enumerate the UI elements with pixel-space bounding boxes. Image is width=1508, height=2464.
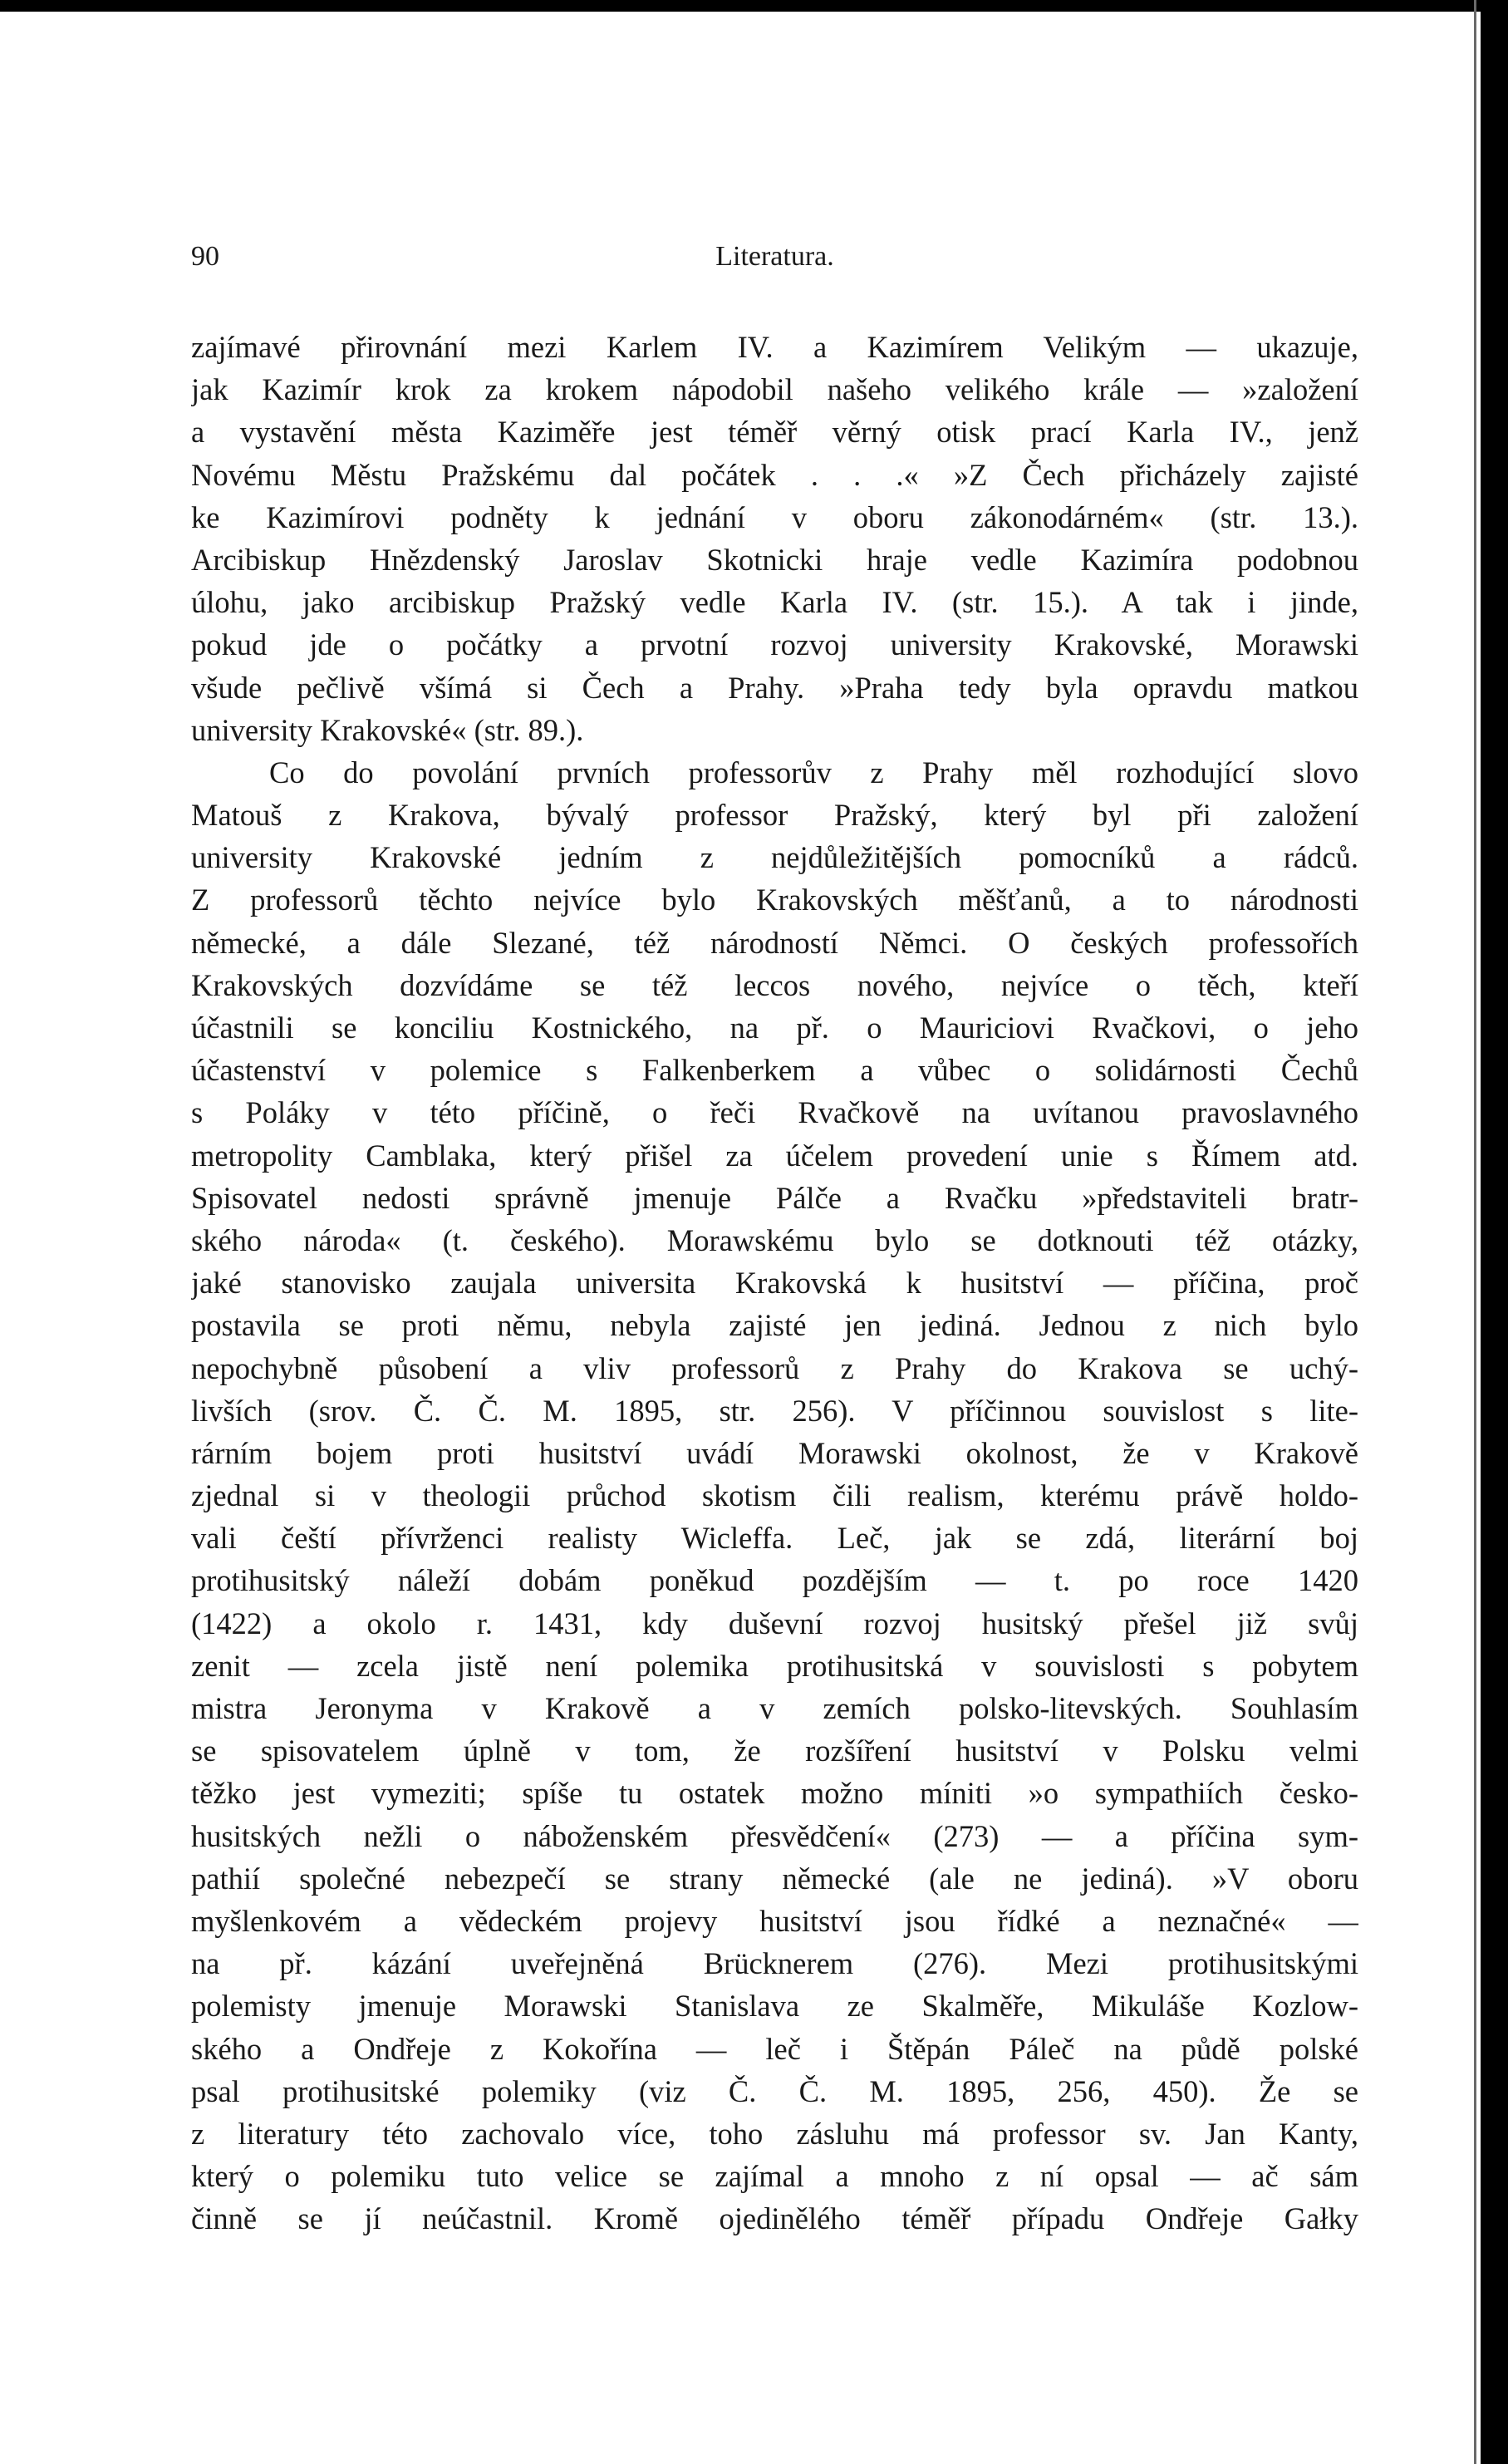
text-line: všude pečlivě všímá si Čech a Prahy. »Praha tedy byla opravdu matkou bbox=[191, 670, 1358, 705]
text-line: účastnili se konciliu Kostnického, na př. o Mauriciovi Rvačkovi, o jeho bbox=[191, 1011, 1358, 1045]
text-line: pathií společné nebezpečí se strany německé (ale ne jediná). »V oboru bbox=[191, 1861, 1358, 1896]
text-line: psal protihusitské polemiky (viz Č. Č. M. 1895, 256, 450). Že se bbox=[191, 2073, 1358, 2108]
text-line: Arcibiskup Hnězdenský Jaroslav Skotnicki hraje vedle Kazimíra podobnou bbox=[191, 542, 1358, 577]
scan-border-right bbox=[1481, 0, 1508, 2464]
text-line: Novému Městu Pražskému dal počátek . . .« »Z Čech přicházely zajisté bbox=[191, 457, 1358, 492]
text-line: postavila se proti němu, nebyla zajisté jen jediná. Jednou z nich bylo bbox=[191, 1308, 1358, 1343]
book-page bbox=[191, 241, 1358, 2240]
text-line: myšlenkovém a vědeckém projevy husitství jsou řídké a neznačné« — bbox=[191, 1903, 1358, 1938]
text-line: husitských nežli o náboženském přesvědčení« (273) — a příčina sym- bbox=[191, 1818, 1358, 1853]
text-line: livších (srov. Č. Č. M. 1895, str. 256). V příčinnou souvislost s lite- bbox=[191, 1393, 1358, 1428]
text-line: Co do povolání prvních professorův z Prahy měl rozhodující slovo bbox=[269, 755, 1358, 789]
text-line: ského a Ondřeje z Kokořína — leč i Štěpán Páleč na půdě polské bbox=[191, 2031, 1358, 2066]
text-line: protihusitský náleží dobám poněkud pozdějším — t. po roce 1420 bbox=[191, 1563, 1358, 1598]
text-line: (1422) a okolo r. 1431, kdy duševní rozvoj husitský přešel již svůj bbox=[191, 1606, 1358, 1640]
text-line: se spisovatelem úplně v tom, že rozšíření husitství v Polsku velmi bbox=[191, 1734, 1358, 1768]
text-line: jak Kazimír krok za krokem nápodobil našeho velikého krále — »založení bbox=[191, 372, 1358, 407]
text-line: university Krakovské jedním z nejdůležitějších pomocníků a rádců. bbox=[191, 840, 1358, 875]
text-line: university Krakovské« (str. 89.). bbox=[191, 712, 584, 747]
text-line: mistra Jeronyma v Krakově a v zemích polsko-litevských. Souhlasím bbox=[191, 1691, 1358, 1725]
scan-page-edge-line bbox=[1474, 0, 1476, 2464]
scan-border-top bbox=[0, 0, 1508, 12]
text-line: nepochybně působení a vliv professorů z Prahy do Krakova se uchý- bbox=[191, 1350, 1358, 1385]
text-line: jaké stanovisko zaujala universita Krakovská k husitství — příčina, proč bbox=[191, 1266, 1358, 1301]
text-line: zjednal si v theologii průchod skotism čili realism, kterému právě holdo- bbox=[191, 1478, 1358, 1513]
text-line: zenit — zcela jistě není polemika protihusitská v souvislosti s pobytem bbox=[191, 1648, 1358, 1683]
text-line: úlohu, jako arcibiskup Pražský vedle Karla IV. (str. 15.). A tak i jinde, bbox=[191, 585, 1358, 620]
text-line: zajímavé přirovnání mezi Karlem IV. a Kazimírem Velikým — ukazuje, bbox=[191, 330, 1358, 364]
text-line: pokud jde o počátky a prvotní rozvoj university Krakovské, Morawski bbox=[191, 627, 1358, 662]
text-line: těžko jest vymeziti; spíše tu ostatek možno míniti »o sympathiích česko- bbox=[191, 1776, 1358, 1811]
text-line: s Poláky v této příčině, o řeči Rvačkově na uvítanou pravoslavného bbox=[191, 1095, 1358, 1130]
text-line: Matouš z Krakova, bývalý professor Pražský, který byl při založení bbox=[191, 798, 1358, 833]
running-title: Literatura. bbox=[715, 241, 834, 272]
body-text bbox=[191, 326, 1358, 2240]
text-line: činně se jí neúčastnil. Kromě ojedinělého téměř případu Ondřeje Gałky bbox=[191, 2201, 1358, 2236]
text-line: který o polemiku tuto velice se zajímal a mnoho z ní opsal — ač sám bbox=[191, 2159, 1358, 2194]
text-line: účastenství v polemice s Falkenberkem a vůbec o solidárnosti Čechů bbox=[191, 1053, 1358, 1088]
page-number: 90 bbox=[191, 241, 219, 272]
text-line: vali čeští přívrženci realisty Wicleffa. Leč, jak se zdá, literární boj bbox=[191, 1521, 1358, 1556]
text-line: rárním bojem proti husitství uvádí Morawski okolnost, že v Krakově bbox=[191, 1435, 1358, 1470]
text-line: Z professorů těchto nejvíce bylo Krakovských měšťanů, a to národnosti bbox=[191, 883, 1358, 917]
text-line: Krakovských dozvídáme se též leccos nového, nejvíce o těch, kteří bbox=[191, 967, 1358, 1002]
text-line: na př. kázání uveřejněná Brücknerem (276). Mezi protihusitskými bbox=[191, 1946, 1358, 1981]
running-head bbox=[191, 241, 1358, 283]
text-line: ke Kazimírovi podněty k jednání v oboru zákonodárném« (str. 13.). bbox=[191, 499, 1358, 534]
text-line: z literatury této zachovalo více, toho zásluhu má professor sv. Jan Kanty, bbox=[191, 2116, 1358, 2151]
text-line: metropolity Camblaka, který přišel za účelem provedení unie s Římem atd. bbox=[191, 1138, 1358, 1173]
text-line: a vystavění města Kaziměře jest téměř věrný otisk prací Karla IV., jenž bbox=[191, 415, 1358, 450]
text-line: Spisovatel nedosti správně jmenuje Pálče a Rvačku »představiteli bratr- bbox=[191, 1180, 1358, 1215]
text-line: německé, a dále Slezané, též národností Němci. O českých professořích bbox=[191, 925, 1358, 960]
text-line: ského národa« (t. českého). Morawskému bylo se dotknouti též otázky, bbox=[191, 1222, 1358, 1257]
text-line: polemisty jmenuje Morawski Stanislava ze Skalměře, Mikuláše Kozlow- bbox=[191, 1989, 1358, 2024]
